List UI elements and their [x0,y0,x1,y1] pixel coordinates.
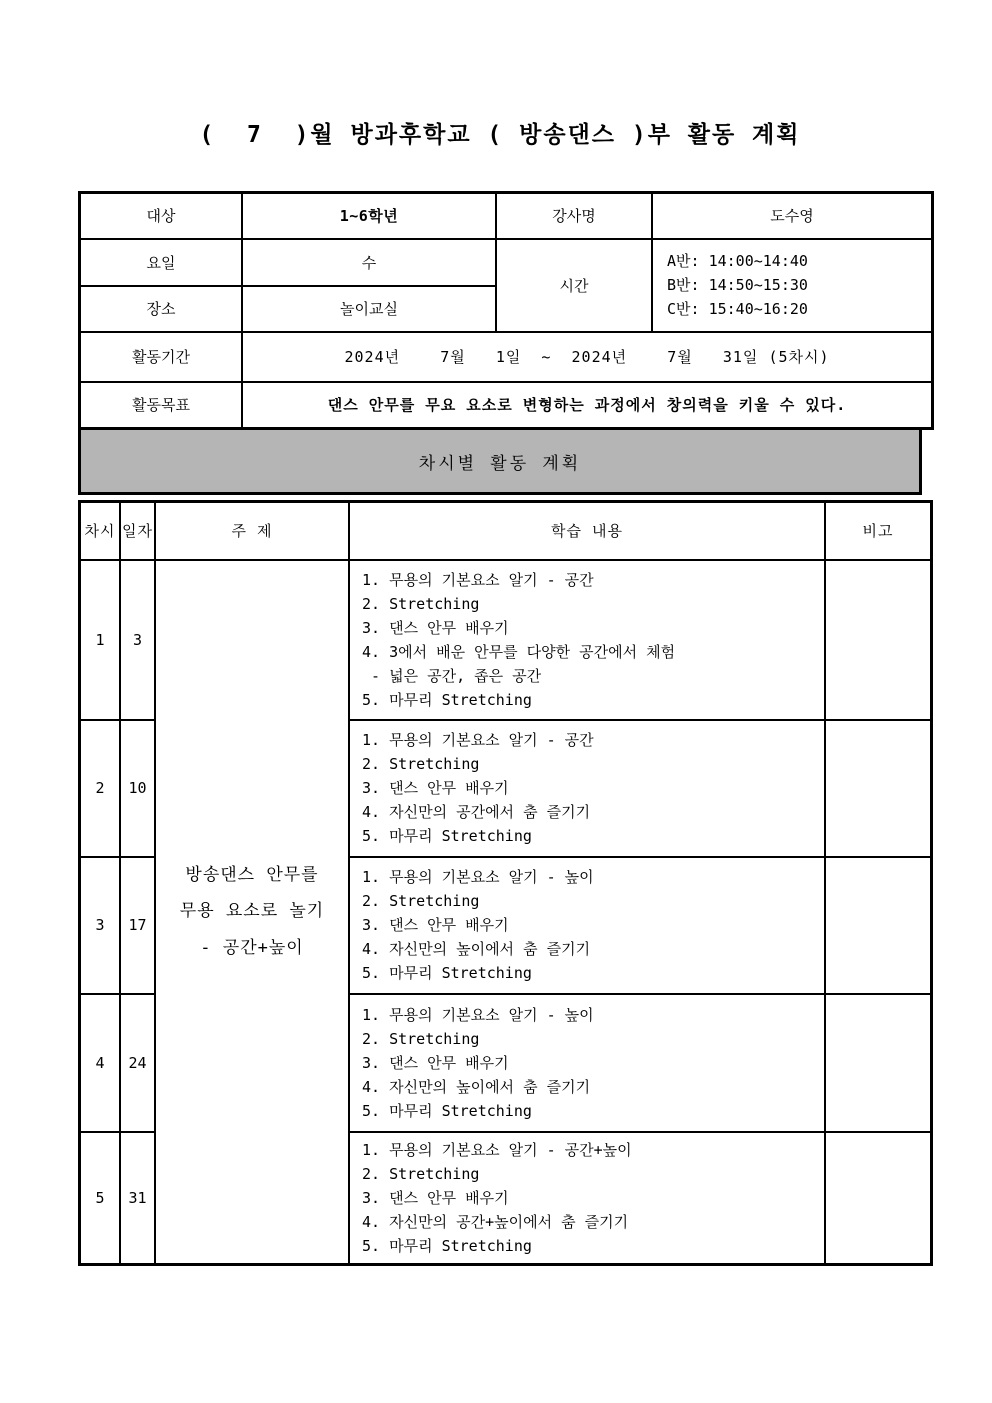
info-table [78,191,934,430]
date-cell: 10 [120,720,155,857]
header-topic: 주 제 [155,502,349,560]
schedule-header-row [80,502,932,560]
info-row-day [80,239,933,286]
session-cell: 3 [80,857,121,994]
content-cell: 1. 무용의 기본요소 알기 - 높이 2. Stretching 3. 댄스 안무 배우기 4. 자신만의 높이에서 춤 즐기기 5. 마무리 Stretching [349,857,825,994]
schedule-table [78,500,933,1266]
time-label: 시간 [496,239,652,332]
date-cell: 3 [120,560,155,720]
place-label: 장소 [80,286,243,332]
note-cell [825,1132,932,1265]
content-cell: 1. 무용의 기본요소 알기 - 높이 2. Stretching 3. 댄스 안무 배우기 4. 자신만의 높이에서 춤 즐기기 5. 마무리 Stretching [349,994,825,1132]
note-cell [825,994,932,1132]
table-row [80,560,932,720]
topic-merged-cell: 방송댄스 안무를 무용 요소로 놀기 - 공간+높이 [155,560,349,1265]
header-session: 차시 [80,502,121,560]
session-cell: 1 [80,560,121,720]
section-header-band [78,430,922,495]
content-cell: 1. 무용의 기본요소 알기 - 공간 2. Stretching 3. 댄스 안무 배우기 4. 3에서 배운 안무를 다양한 공간에서 체험 - 넓은 공간, 좁은 공간 5. 마무리 Stretching [349,560,825,720]
time-value: A반: 14:00~14:40 B반: 14:50~15:30 C반: 15:40~16:20 [652,239,933,332]
session-cell: 5 [80,1132,121,1265]
session-cell: 4 [80,994,121,1132]
header-content: 학습 내용 [349,502,825,560]
target-value: 1~6학년 [242,193,496,239]
info-row-target [80,193,933,239]
note-cell [825,857,932,994]
header-note: 비고 [825,502,932,560]
note-cell [825,560,932,720]
content-cell: 1. 무용의 기본요소 알기 - 공간+높이 2. Stretching 3. 댄스 안무 배우기 4. 자신만의 공간+높이에서 춤 즐기기 5. 마무리 Stretching [349,1132,825,1265]
note-cell [825,720,932,857]
date-cell: 17 [120,857,155,994]
day-value: 수 [242,239,496,286]
date-cell: 24 [120,994,155,1132]
header-date: 일자 [120,502,155,560]
place-value: 놀이교실 [242,286,496,332]
session-cell: 2 [80,720,121,857]
info-row-goal [80,382,933,429]
period-label: 활동기간 [80,332,243,382]
content-cell: 1. 무용의 기본요소 알기 - 공간 2. Stretching 3. 댄스 안무 배우기 4. 자신만의 공간에서 춤 즐기기 5. 마무리 Stretching [349,720,825,857]
instructor-value: 도수영 [652,193,933,239]
day-label: 요일 [80,239,243,286]
page-title: ( 7 )월 방과후학교 ( 방송댄스 )부 활동 계획 [199,122,801,148]
goal-value: 댄스 안무를 무요 요소로 변형하는 과정에서 창의력을 키울 수 있다. [242,382,933,429]
activity-plan-document [78,0,922,1266]
info-row-period [80,332,933,382]
goal-label: 활동목표 [80,382,243,429]
instructor-label: 강사명 [496,193,652,239]
target-label: 대상 [80,193,243,239]
period-value: 2024년 7월 1일 ~ 2024년 7월 31일 (5차시) [242,332,933,382]
date-cell: 31 [120,1132,155,1265]
section-header-text: 차시별 활동 계획 [418,453,582,474]
